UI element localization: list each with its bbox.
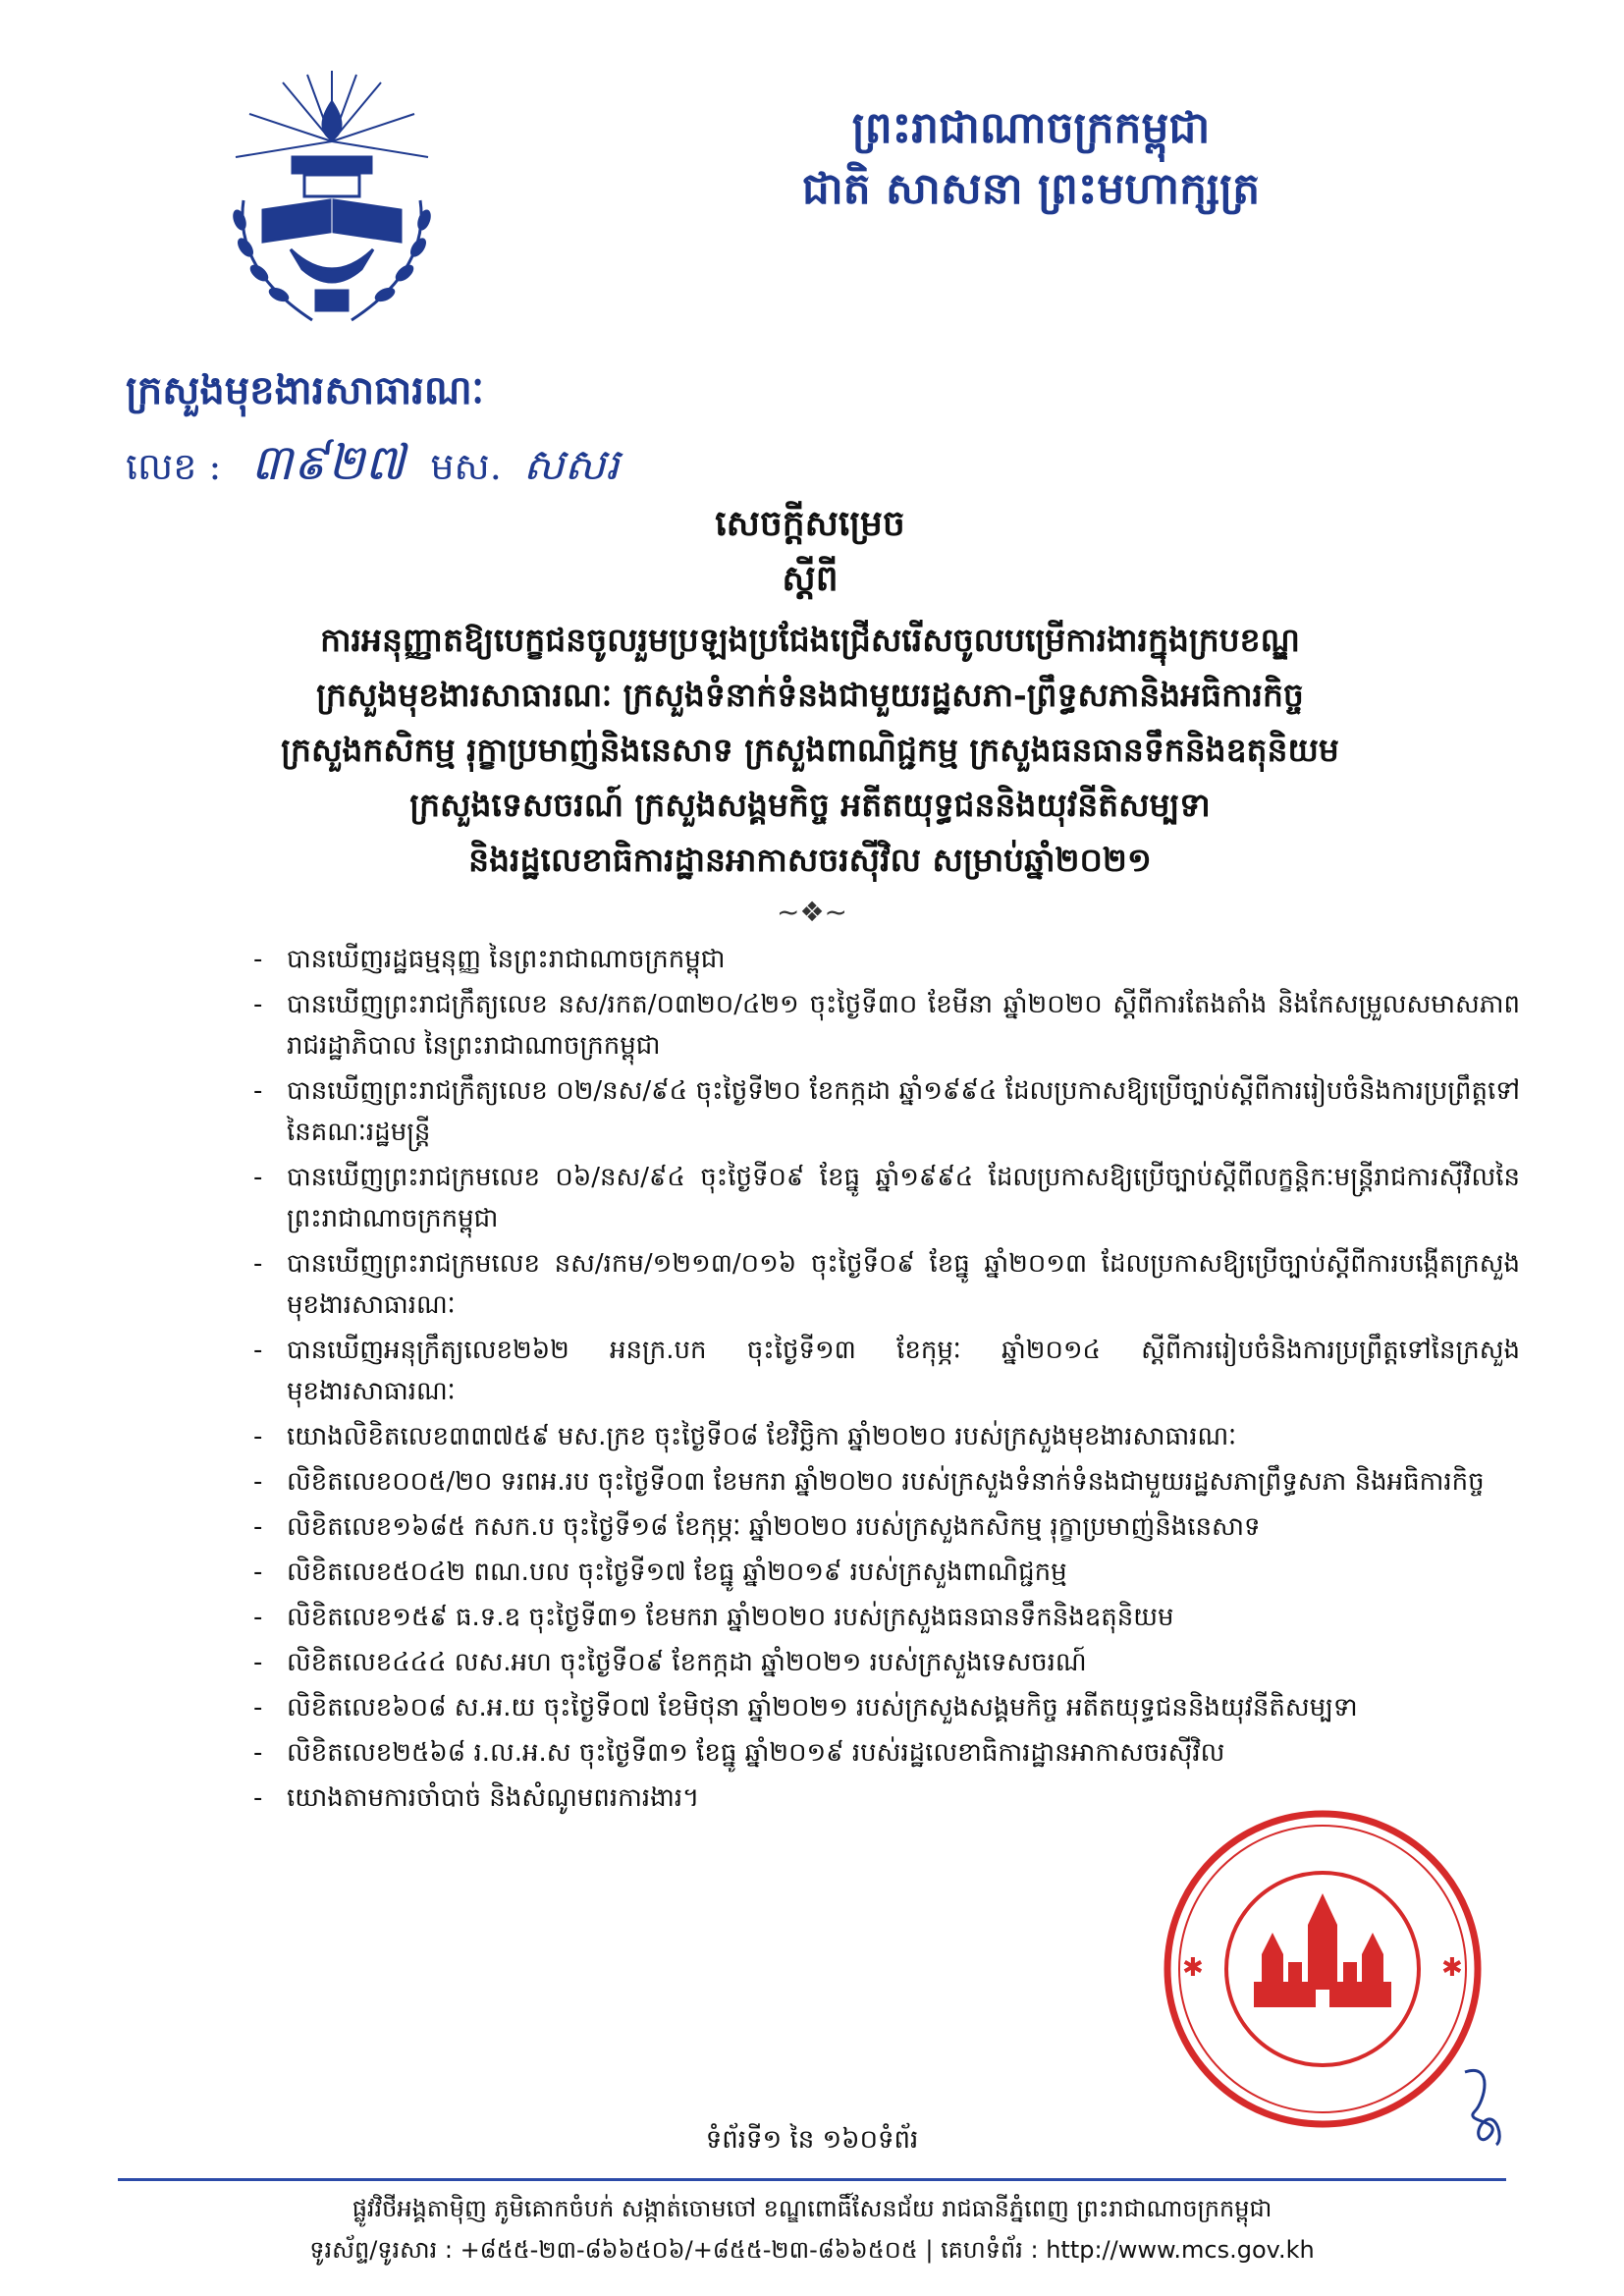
subject-line: ក្រសួងមុខងារសាធារណៈ ក្រសួងទំនាក់ទំនងជាមួយរដ្ឋសភា-ព្រឹទ្ធសភានិងអធិការកិច្ច xyxy=(316,676,1304,714)
footer-contact: ទូរស័ព្ទ/ទូរសារ : +៨៥៥-២៣-៨៦៦៥០៦/+៨៥៥-២៣-៨៦៦៥០៥ | គេហទំព័រ : http://www.mcs.gov.kh xyxy=(309,2236,1315,2264)
list-item: - បានឃើញព្រះរាជក្រឹត្យលេខ ០២/នស/៩៤ ចុះថ្ងៃទី២០ ខែកក្កដា ឆ្នាំ១៩៩៤ ដែលប្រកាសឱ្យប្រើច្បាប់ស្តីពីការរៀបចំនិងការប្រព្រឹត្តទៅនៃគណៈរដ្ឋមន្ត្រី xyxy=(253,1070,1520,1153)
list-item: - យោងតាមការចាំបាច់ និងសំណូមពរការងារ។ xyxy=(253,1777,1520,1819)
list-item: - បានឃើញព្រះរាជក្រមលេខ ០៦/នស/៩៤ ចុះថ្ងៃទី០៩ ខែធ្នូ ឆ្នាំ១៩៩៤ ដែលប្រកាសឱ្យប្រើច្បាប់ស្តីពីលក្ខន្តិកៈមន្ត្រីរាជការស៊ីវិលនៃព្រះរាជាណាចក្រកម្ពុជា xyxy=(253,1157,1520,1239)
list-item: - លិខិតលេខ៥០៤២ ពណ.បល ចុះថ្ងៃទី១៧ ខែធ្នូ ឆ្នាំ២០១៩ របស់ក្រសួងពាណិជ្ជកម្ម xyxy=(253,1552,1520,1593)
svg-text:✱: ✱ xyxy=(1441,1953,1463,1983)
ref-suffix: សសរ xyxy=(522,440,620,490)
subject-line: ក្រសួងកសិកម្ម រុក្ខាប្រមាញ់និងនេសាទ ក្រសួងពាណិជ្ជកម្ម ក្រសួងធនធានទឹកនិងឧតុនិយម xyxy=(281,731,1339,769)
svg-text:✱: ✱ xyxy=(1182,1953,1204,1983)
reference-number-line xyxy=(126,432,620,504)
signature-icon xyxy=(1445,2062,1514,2151)
ref-code: មស. xyxy=(430,445,502,488)
kingdom-title: ព្រះរាជាណាចក្រកម្ពុជា xyxy=(851,103,1211,153)
ministry-emblem-icon xyxy=(214,63,450,344)
list-item: - បានឃើញព្រះរាជក្រឹត្យលេខ នស/រកត/០៣២០/៤២១ ចុះថ្ងៃទី៣០ ខែមីនា ឆ្នាំ២០២០ ស្តីពីការតែងតាំង និងកែសម្រួលសមាសភាពរាជរដ្ឋាភិបាល នៃព្រះរាជាណាចក្រកម្ពុជា xyxy=(253,984,1520,1066)
official-seal-icon xyxy=(1161,1807,1485,2131)
page-number: ទំព័រទី១ នៃ ១៦០ទំព័រ xyxy=(705,2125,919,2155)
document-about: ស្តីពី xyxy=(782,558,839,599)
ref-number: ៣៩២៧ xyxy=(250,434,406,491)
reference-list xyxy=(253,939,1520,1823)
kingdom-header xyxy=(687,98,1375,220)
list-item: - លិខិតលេខ១៦៨៥ កសក.ប ចុះថ្ងៃទី១៨ ខែកុម្ភៈ ឆ្នាំ២០២០ របស់ក្រសួងកសិកម្ម រុក្ខាប្រមាញ់និងនេសាទ xyxy=(253,1506,1520,1548)
list-item: - លិខិតលេខ០០៥/២០ ទរពអ.រប ចុះថ្ងៃទី០៣ ខែមករា ឆ្នាំ២០២០ របស់ក្រសួងទំនាក់ទំនងជាមួយរដ្ឋសភាព្រឹទ្ធសភា និងអធិការកិច្ច xyxy=(253,1461,1520,1503)
subject-line: និងរដ្ឋលេខាធិការដ្ឋានអាកាសចរស៊ីវិល សម្រាប់ឆ្នាំ២០២១ xyxy=(468,841,1152,879)
subject-line: ក្រសួងទេសចរណ៍ ក្រសួងសង្គមកិច្ច អតីតយុទ្ធជននិងយុវនីតិសម្បទា xyxy=(409,786,1211,824)
list-item: - លិខិតលេខ១៥៩ ធ.ទ.ឧ ចុះថ្ងៃទី៣១ ខែមករា ឆ្នាំ២០២០ របស់ក្រសួងធនធានទឹកនិងឧតុនិយម xyxy=(253,1597,1520,1638)
document-title: សេចក្តីសម្រេច xyxy=(715,503,905,544)
document-subject xyxy=(167,613,1453,888)
list-item: - លិខិតលេខ៤៤៤ លស.អហ ចុះថ្ងៃទី០៩ ខែកក្កដា ឆ្នាំ២០២១ របស់ក្រសួងទេសចរណ៍ xyxy=(253,1642,1520,1683)
list-item: - លិខិតលេខ៦០៨ ស.អ.យ ចុះថ្ងៃទី០៧ ខែមិថុនា ឆ្នាំ២០២១ របស់ក្រសួងសង្គមកិច្ច អតីតយុទ្ធជននិងយុវនីតិសម្បទា xyxy=(253,1687,1520,1728)
footer-address: ផ្លូវវិថីអង្គតាម៉ិញ ភូមិគោកចំបក់ សង្កាត់ចោមចៅ ខណ្ឌពោធិ៍សែនជ័យ រាជធានីភ្នំពេញ ព្រះរាជាណាចក្រកម្ពុជា xyxy=(352,2195,1272,2222)
ornament-divider: ~❖~ xyxy=(776,896,848,928)
list-item: - បានឃើញអនុក្រឹត្យលេខ២៦២ អនក្រ.បក ចុះថ្ងៃទី១៣ ខែកុម្ភៈ ឆ្នាំ២០១៤ ស្តីពីការរៀបចំនិងការប្រព្រឹត្តទៅនៃក្រសួងមុខងារសាធារណៈ xyxy=(253,1330,1520,1412)
list-item: - បានឃើញរដ្ឋធម្មនុញ្ញ នៃព្រះរាជាណាចក្រកម្ពុជា xyxy=(253,939,1520,980)
footer-divider xyxy=(118,2178,1506,2181)
ministry-name: ក្រសួងមុខងារសាធារណៈ xyxy=(126,367,484,413)
list-item: - បានឃើញព្រះរាជក្រមលេខ នស/រកម/១២១៣/០១៦ ចុះថ្ងៃទី០៩ ខែធ្នូ ឆ្នាំ២០១៣ ដែលប្រកាសឱ្យប្រើច្បាប់ស្តីពីការបង្កើតក្រសួងមុខងារសាធារណៈ xyxy=(253,1243,1520,1326)
national-motto: ជាតិ សាសនា ព្រះមហាក្សត្រ xyxy=(801,164,1261,214)
ref-prefix: លេខ : xyxy=(126,445,222,488)
list-item: - យោងលិខិតលេខ៣៣៧៥៩ មស.ក្រខ ចុះថ្ងៃទី០៨ ខែវិច្ឆិកា ឆ្នាំ២០២០ របស់ក្រសួងមុខងារសាធារណៈ xyxy=(253,1416,1520,1457)
list-item: - លិខិតលេខ២៥៦៨ រ.ល.អ.ស ចុះថ្ងៃទី៣១ ខែធ្នូ ឆ្នាំ២០១៩ របស់រដ្ឋលេខាធិការដ្ឋានអាកាសចរស៊ីវិល xyxy=(253,1732,1520,1774)
subject-line: ការអនុញ្ញាតឱ្យបេក្ខជនចូលរួមប្រឡងប្រជែងជ្រើសរើសចូលបម្រើការងារក្នុងក្របខណ្ឌ xyxy=(320,621,1300,659)
